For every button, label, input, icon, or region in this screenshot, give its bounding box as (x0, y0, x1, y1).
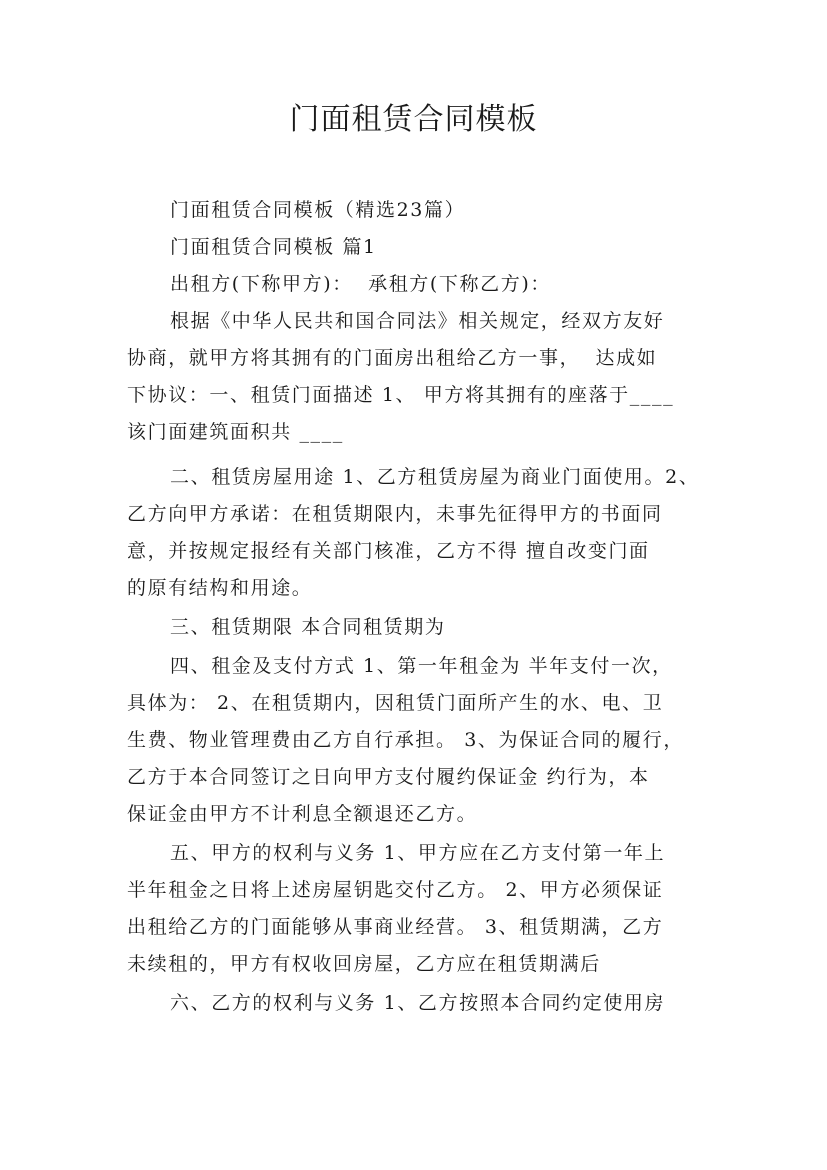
paragraph-line: 乙方向甲方承诺：在租赁期限内，未事先征得甲方的书面同 (127, 503, 663, 525)
paragraph-line: 保证金由甲方不计利息全额退还乙方。 (127, 803, 478, 825)
paragraph-line: 生费、物业管理费由乙方自行承担。 3、为保证合同的履行， (127, 729, 684, 751)
paragraph-line: 该门面建筑面积共 ____ (127, 421, 344, 443)
paragraph-line: 意，并按规定报经有关部门核准，乙方不得 擅自改变门面 (127, 540, 650, 562)
paragraph-line: 半年租金之日将上述房屋钥匙交付乙方。 2、甲方必须保证 (127, 879, 664, 901)
paragraph-line: 乙方于本合同签订之日向甲方支付履约保证金 约行为，本 (127, 766, 650, 788)
paragraph-line: 五、甲方的权利与义务 1、甲方应在乙方支付第一年上 (170, 842, 666, 864)
paragraph-line: 的原有结构和用途。 (127, 577, 313, 599)
paragraph-line: 二、租赁房屋用途 1、乙方租赁房屋为商业门面使用。2、 (170, 466, 700, 488)
subtitle-line: 门面租赁合同模板（精选23篇） (170, 199, 466, 221)
paragraph-line: 根据《中华人民共和国合同法》相关规定，经双方友好 (170, 310, 665, 332)
paragraph-line: 协商，就甲方将其拥有的门面房出租给乙方一事， 达成如 (127, 347, 658, 369)
paragraph-line: 未续租的，甲方有权收回房屋，乙方应在租赁期满后 (127, 953, 601, 975)
section-heading: 门面租赁合同模板 篇1 (170, 236, 377, 258)
paragraph-line: 四、租金及支付方式 1、第一年租金为 半年支付一次， (170, 655, 673, 677)
paragraph-line: 三、租赁期限 本合同租赁期为 (170, 616, 446, 638)
paragraph-line: 出租给乙方的门面能够从事商业经营。 3、租赁期满，乙方 (127, 916, 664, 938)
paragraph-line: 六、乙方的权利与义务 1、乙方按照本合同约定使用房 (170, 992, 666, 1014)
paragraph-line: 具体为： 2、在租赁期内，因租赁门面所产生的水、电、卫 (127, 692, 664, 714)
parties-line: 出租方(下称甲方)： 承租方(下称乙方)： (170, 273, 551, 295)
document-body (127, 192, 727, 1022)
document-title: 门面租赁合同模板 (289, 102, 538, 137)
paragraph-line: 下协议：一、租赁门面描述 1、 甲方将其拥有的座落于____ (127, 384, 675, 406)
